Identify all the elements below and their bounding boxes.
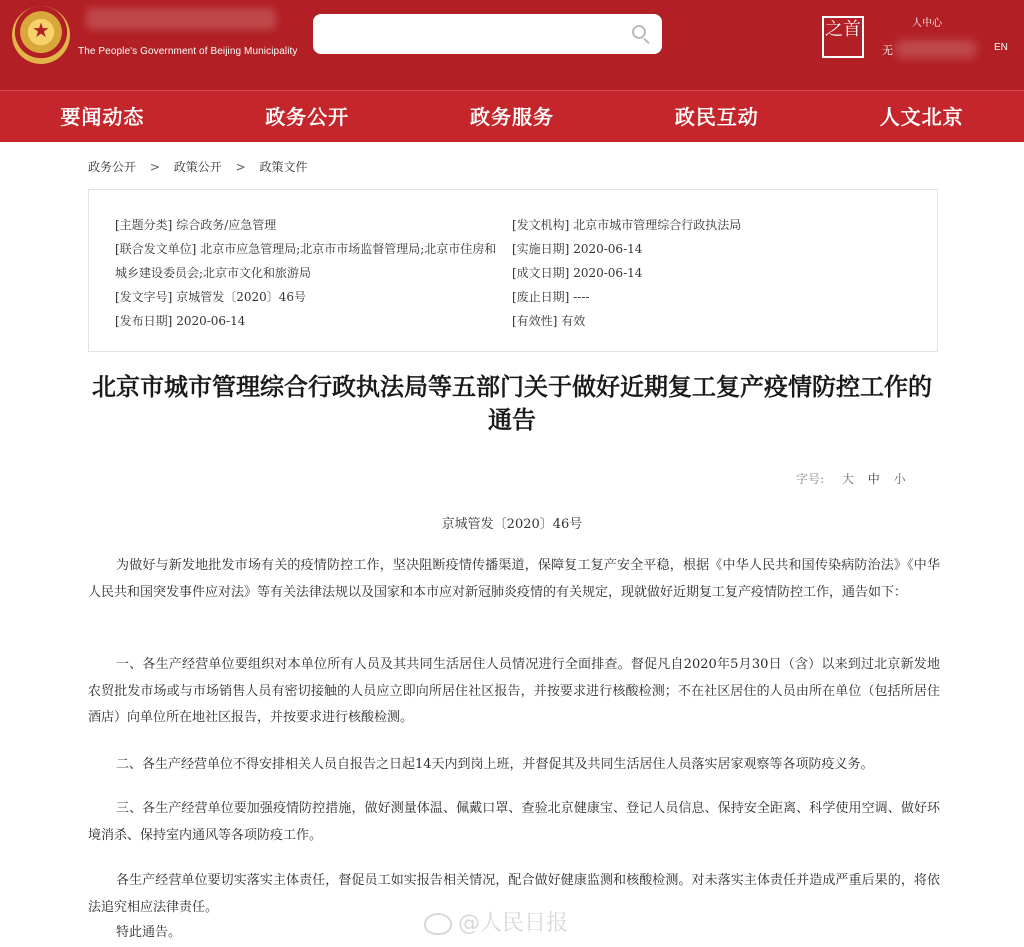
breadcrumb-separator: > bbox=[235, 160, 246, 174]
font-size-small-button[interactable]: 小 bbox=[893, 472, 906, 486]
meta-label: [实施日期] bbox=[512, 242, 570, 256]
breadcrumb-item-policy-docs[interactable]: 政策文件 bbox=[259, 160, 308, 174]
meta-value: 京城管发〔2020〕46号 bbox=[176, 290, 307, 304]
meta-value: 北京市城市管理综合行政执法局 bbox=[573, 218, 742, 232]
document-metadata-box bbox=[88, 189, 938, 352]
meta-row-written-date bbox=[512, 261, 912, 285]
nav-item-news[interactable]: 要闻动态 bbox=[60, 105, 145, 129]
meta-value: 2020-06-14 bbox=[176, 314, 246, 328]
meta-row-expiry-date bbox=[512, 285, 912, 309]
meta-value: ---- bbox=[573, 290, 590, 304]
meta-row-issuer bbox=[512, 213, 912, 237]
meta-label: [废止日期] bbox=[512, 290, 570, 304]
meta-label: [成文日期] bbox=[512, 266, 570, 280]
meta-label: [联合发文单位] bbox=[115, 242, 197, 256]
font-size-medium-button[interactable]: 中 bbox=[867, 472, 880, 486]
header-link-center[interactable]: 人中心 bbox=[912, 18, 942, 29]
meta-row-doc-number bbox=[115, 285, 515, 309]
header-link-accessibility[interactable]: 无 bbox=[882, 44, 893, 57]
meta-value: 城乡建设委员会;北京市文化和旅游局 bbox=[115, 266, 312, 280]
meta-value: 综合政务/应急管理 bbox=[176, 218, 277, 232]
meta-label: [主题分类] bbox=[115, 218, 173, 232]
metadata-right-column bbox=[512, 213, 912, 333]
search-input[interactable] bbox=[313, 14, 662, 54]
meta-label: [发布日期] bbox=[115, 314, 173, 328]
breadcrumb-item-policy[interactable]: 政策公开 bbox=[173, 160, 222, 174]
font-size-control bbox=[796, 470, 906, 487]
nav-item-gov-affairs[interactable]: 政务公开 bbox=[265, 105, 350, 129]
site-name-en[interactable]: The People's Government of Beijing Municipality bbox=[78, 46, 298, 57]
meta-value: 北京市应急管理局;北京市市场监督管理局;北京市住房和 bbox=[200, 242, 497, 256]
paragraph-item-2: 二、各生产经营单位不得安排相关人员自报告之日起14天内到岗上班，并督促其及共同生活居住人员落实居家观察等各项防疫义务。 bbox=[116, 757, 874, 772]
document-title-line2: 通告 bbox=[488, 405, 536, 434]
meta-value: 2020-06-14 bbox=[573, 242, 643, 256]
weibo-watermark bbox=[424, 906, 568, 937]
watermark-text: @人民日报 bbox=[458, 911, 569, 936]
blurred-header-link bbox=[896, 40, 976, 58]
document-title-line1: 北京市城市管理综合行政执法局等五部门关于做好近期复工复产疫情防控工作的 bbox=[92, 372, 932, 401]
breadcrumb-separator: > bbox=[149, 160, 160, 174]
breadcrumb-item-gov-affairs[interactable]: 政务公开 bbox=[88, 160, 137, 174]
meta-label: [发文字号] bbox=[115, 290, 173, 304]
meta-value: 有效 bbox=[561, 314, 586, 328]
main-nav bbox=[0, 90, 1024, 142]
document-title bbox=[80, 370, 944, 436]
paragraph-responsibility: 各生产经营单位要切实落实主体责任，督促员工如实报告相关情况，配合做好健康监测和核酸检测。对未落实主体责任并造成严重后果的，将依法追究相应法律责任。 bbox=[88, 873, 940, 915]
meta-row-validity bbox=[512, 309, 912, 333]
blurred-site-name bbox=[86, 8, 276, 30]
meta-row-joint-issuers-cont bbox=[115, 261, 515, 285]
language-switch-en[interactable]: EN bbox=[994, 42, 1008, 53]
meta-row-joint-issuers bbox=[115, 237, 515, 261]
meta-row-topic bbox=[115, 213, 515, 237]
meta-value: 2020-06-14 bbox=[573, 266, 643, 280]
nav-item-gov-services[interactable]: 政务服务 bbox=[469, 105, 554, 129]
search-icon[interactable] bbox=[632, 25, 646, 39]
paragraph-item-1: 一、各生产经营单位要组织对本单位所有人员及其共同生活居住人员情况进行全面排查。督促凡自2020年5月30日（含）以来到过北京新发地农贸批发市场或与市场销售人员有密切接触的人员应立即向所居住社区报告，并按要求进行核酸检测；不在社区居住的人员由所在单位（包括所居住酒店）向单位所在地社区报告，并按要求进行核酸检测。 bbox=[88, 657, 940, 725]
paragraph-intro: 为做好与新发地批发市场有关的疫情防控工作，坚决阻断疫情传播渠道，保障复工复产安全平稳，根据《中华人民共和国传染病防治法》《中华人民共和国突发事件应对法》等有关法律法规以及国家和本市应对新冠肺炎疫情的有关规定，现就做好近期复工复产疫情防控工作，通告如下： bbox=[88, 558, 940, 600]
document-number: 京城管发〔2020〕46号 bbox=[441, 517, 583, 532]
site-header bbox=[0, 0, 1024, 90]
national-emblem-icon[interactable] bbox=[12, 6, 70, 64]
emblem-star-icon: ★ bbox=[32, 18, 50, 42]
metadata-left-column bbox=[115, 213, 515, 333]
meta-label: [发文机构] bbox=[512, 218, 570, 232]
nav-item-culture[interactable]: 人文北京 bbox=[879, 105, 964, 129]
nav-item-interaction[interactable]: 政民互动 bbox=[674, 105, 759, 129]
paragraph-item-3: 三、各生产经营单位要加强疫情防控措施，做好测量体温、佩戴口罩、查验北京健康宝、登记人员信息、保持安全距离、科学使用空调、做好环境消杀、保持室内通风等各项防疫工作。 bbox=[88, 801, 940, 843]
font-size-large-button[interactable]: 大 bbox=[841, 472, 854, 486]
capital-logo-icon[interactable]: 之首 bbox=[822, 16, 864, 58]
meta-row-publish-date bbox=[115, 309, 515, 333]
meta-label: [有效性] bbox=[512, 314, 558, 328]
breadcrumb bbox=[88, 158, 317, 175]
paragraph-closing: 特此通告。 bbox=[116, 925, 182, 940]
font-size-label: 字号: bbox=[796, 472, 825, 486]
weibo-icon bbox=[424, 913, 452, 935]
meta-row-effective-date bbox=[512, 237, 912, 261]
